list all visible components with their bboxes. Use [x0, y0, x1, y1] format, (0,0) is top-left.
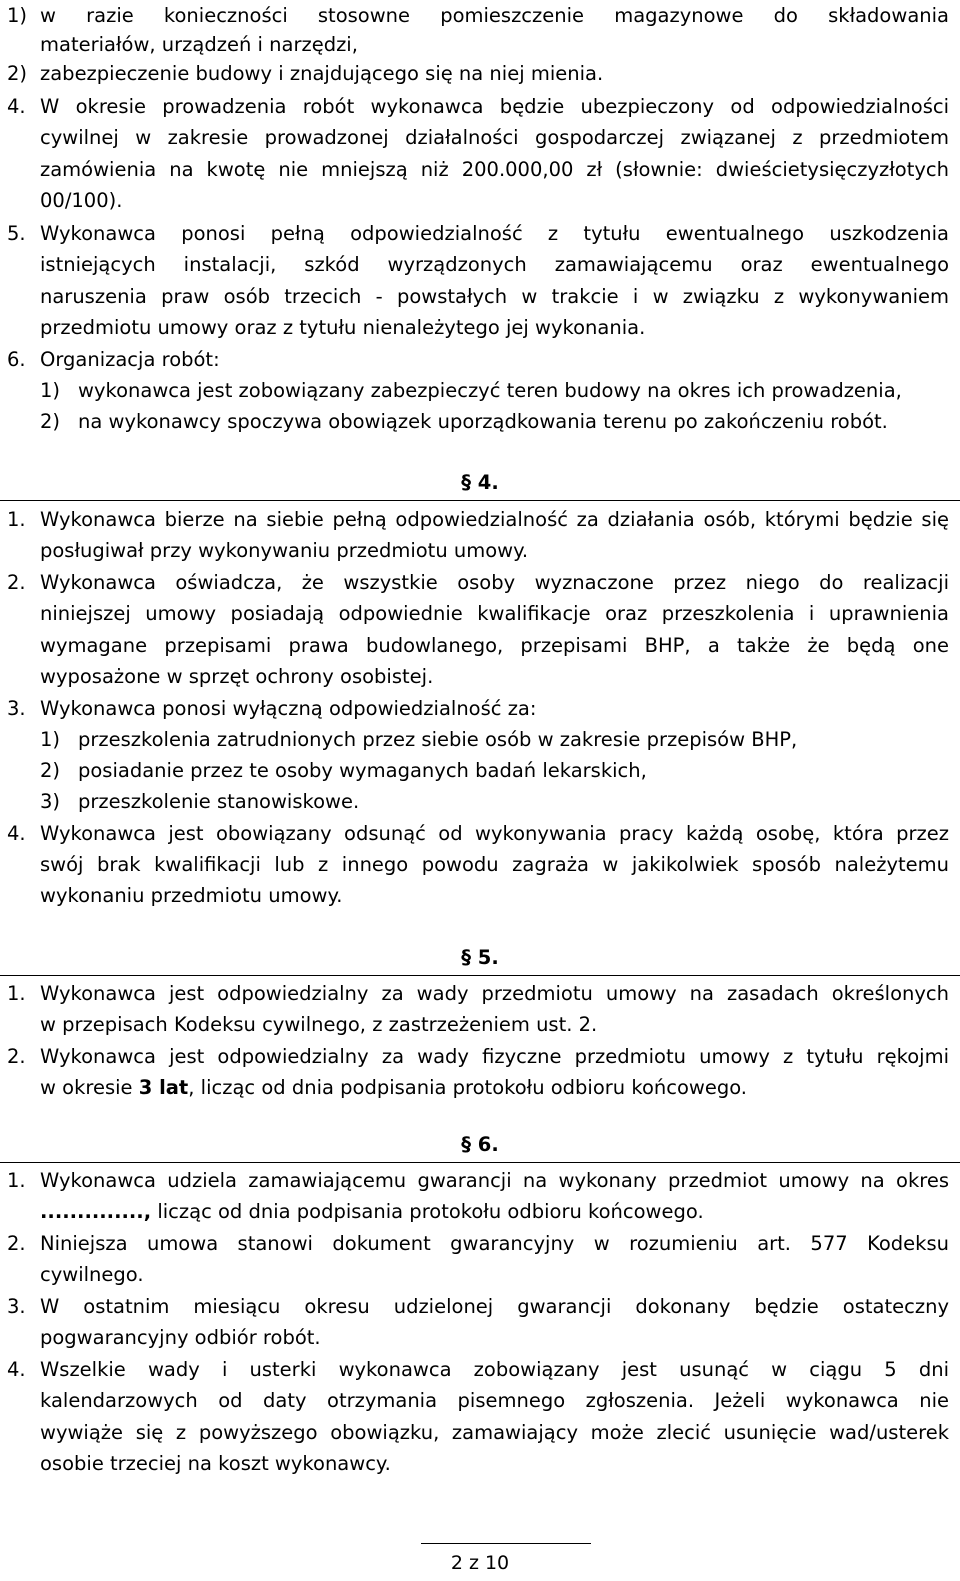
- list-number: 1): [7, 4, 28, 27]
- paragraph-line: wywiąże się z powyższego obowiązku, zamawiający może zlecić usunięcie wad/usterek: [40, 1421, 949, 1444]
- paragraph-number: 5.: [7, 222, 26, 245]
- paragraph-number: 1.: [7, 1169, 26, 1192]
- list-number: 1): [40, 379, 61, 402]
- list-number: 3): [40, 790, 61, 813]
- paragraph-line: Wykonawca oświadcza, że wszystkie osoby wyznaczone przez niego do realizacji: [40, 571, 949, 594]
- paragraph-line: istniejących instalacji, szkód wyrządzonych zamawiającemu oraz ewentualnego: [40, 253, 949, 276]
- paragraph-number: 4.: [7, 95, 26, 118]
- paragraph-line: Niniejsza umowa stanowi dokument gwarancyjny w rozumieniu art. 577 Kodeksu: [40, 1232, 949, 1255]
- section-divider: [0, 975, 960, 976]
- paragraph-line: niniejszej umowy posiadają odpowiednie kwalifikacje oraz przeszkolenia i uprawnienia: [40, 602, 949, 625]
- paragraph-line: [40, 1072, 747, 1104]
- paragraph-number: 2.: [7, 1045, 26, 1068]
- paragraph-text: w okresie: [40, 1076, 139, 1099]
- paragraph-number: 2.: [7, 1232, 26, 1255]
- list-item-text: zabezpieczenie budowy i znajdującego się na niej mienia.: [40, 62, 604, 85]
- paragraph-line: osobie trzeciej na koszt wykonawcy.: [40, 1452, 391, 1475]
- paragraph-line: Wykonawca ponosi wyłączną odpowiedzialność za:: [40, 697, 537, 720]
- paragraph-line: posługiwał przy wykonywaniu przedmiotu umowy.: [40, 539, 529, 562]
- paragraph-number: 3.: [7, 697, 26, 720]
- section-heading: § 5.: [461, 946, 499, 969]
- list-item-text: przeszkolenie stanowiskowe.: [78, 790, 360, 813]
- paragraph-number: 1.: [7, 982, 26, 1005]
- section-heading: § 4.: [461, 471, 499, 494]
- section-heading: § 6.: [461, 1133, 499, 1156]
- paragraph-line: Wykonawca jest odpowiedzialny za wady przedmiotu umowy na zasadach określonych: [40, 982, 949, 1005]
- paragraph-text: , licząc od dnia podpisania protokołu odbioru końcowego.: [188, 1076, 748, 1099]
- footer-divider: [421, 1543, 591, 1544]
- list-number: 2): [40, 410, 61, 433]
- section-divider: [0, 500, 960, 501]
- paragraph-line: swój brak kwalifikacji lub z innego powodu zagraża w jakikolwiek sposób należytemu: [40, 853, 949, 876]
- warranty-period-bold: 3 lat: [138, 1076, 189, 1099]
- period-placeholder: ..............,: [40, 1200, 152, 1223]
- list-item-text: przeszkolenia zatrudnionych przez siebie osób w zakresie przepisów BHP,: [78, 728, 798, 751]
- paragraph-number: 3.: [7, 1295, 26, 1318]
- list-item-text: wykonawca jest zobowiązany zabezpieczyć teren budowy na okres ich prowadzenia,: [78, 379, 902, 402]
- list-number: 1): [40, 728, 61, 751]
- section-divider: [0, 1162, 960, 1163]
- paragraph-number: 4.: [7, 1358, 26, 1381]
- paragraph-line: wymagane przepisami prawa budowlanego, przepisami BHP, a także że będą one: [40, 634, 949, 657]
- paragraph-line: Wykonawca jest odpowiedzialny za wady fizyczne przedmiotu umowy z tytułu rękojmi: [40, 1045, 949, 1068]
- paragraph-line: pogwarancyjny odbiór robót.: [40, 1326, 321, 1349]
- paragraph-line: zamówienia na kwotę nie mniejszą niż 200.000,00 zł (słownie: dwieścietysięczyzłotych: [40, 158, 949, 181]
- paragraph-line: Wykonawca bierze na siebie pełną odpowiedzialność za działania osób, którymi będzie się: [40, 508, 949, 531]
- paragraph-line: Wykonawca ponosi pełną odpowiedzialność z tytułu ewentualnego uszkodzenia: [40, 222, 949, 245]
- paragraph-line: wyposażone w sprzęt ochrony osobistej.: [40, 665, 434, 688]
- paragraph-line: kalendarzowych od daty otrzymania pisemnego zgłoszenia. Jeżeli wykonawca nie: [40, 1389, 949, 1412]
- paragraph-line: Wykonawca udziela zamawiającemu gwarancji na wykonany przedmiot umowy na okres: [40, 1169, 949, 1192]
- paragraph-number: 4.: [7, 822, 26, 845]
- paragraph-text: licząc od dnia podpisania protokołu odbioru końcowego.: [151, 1200, 704, 1223]
- paragraph-line: wykonaniu przedmiotu umowy.: [40, 884, 343, 907]
- paragraph-number: 1.: [7, 508, 26, 531]
- paragraph-line: Wykonawca jest obowiązany odsunąć od wykonywania pracy każdą osobę, która przez: [40, 822, 949, 845]
- paragraph-line: [40, 1196, 704, 1228]
- page-number: 2 z 10: [450, 1552, 510, 1574]
- list-number: 2): [40, 759, 61, 782]
- paragraph-line: cywilnego.: [40, 1263, 144, 1286]
- paragraph-line: W okresie prowadzenia robót wykonawca będzie ubezpieczony od odpowiedzialności: [40, 95, 949, 118]
- list-number: 2): [7, 62, 28, 85]
- paragraph-line: cywilnej w zakresie prowadzonej działalności gospodarczej związanej z przedmiotem: [40, 126, 949, 149]
- paragraph-line: przedmiotu umowy oraz z tytułu nienależytego jej wykonania.: [40, 316, 646, 339]
- list-item-text: posiadanie przez te osoby wymaganych badań lekarskich,: [78, 759, 647, 782]
- paragraph-number: 2.: [7, 571, 26, 594]
- paragraph-line: naruszenia praw osób trzecich - powstałych w trakcie i w związku z wykonywaniem: [40, 285, 949, 308]
- paragraph-line: 00/100).: [40, 189, 123, 212]
- paragraph-line: w przepisach Kodeksu cywilnego, z zastrzeżeniem ust. 2.: [40, 1013, 598, 1036]
- list-item-text: na wykonawcy spoczywa obowiązek uporządkowania terenu po zakończeniu robót.: [78, 410, 888, 433]
- paragraph-line: W ostatnim miesiącu okresu udzielonej gwarancji dokonany będzie ostateczny: [40, 1295, 949, 1318]
- list-item-text: materiałów, urządzeń i narzędzi,: [40, 33, 358, 56]
- paragraph-line: Wszelkie wady i usterki wykonawca zobowiązany jest usunąć w ciągu 5 dni: [40, 1358, 949, 1381]
- paragraph-line: Organizacja robót:: [40, 348, 220, 371]
- paragraph-number: 6.: [7, 348, 26, 371]
- list-item-text: w razie konieczności stosowne pomieszczenie magazynowe do składowania: [40, 4, 949, 27]
